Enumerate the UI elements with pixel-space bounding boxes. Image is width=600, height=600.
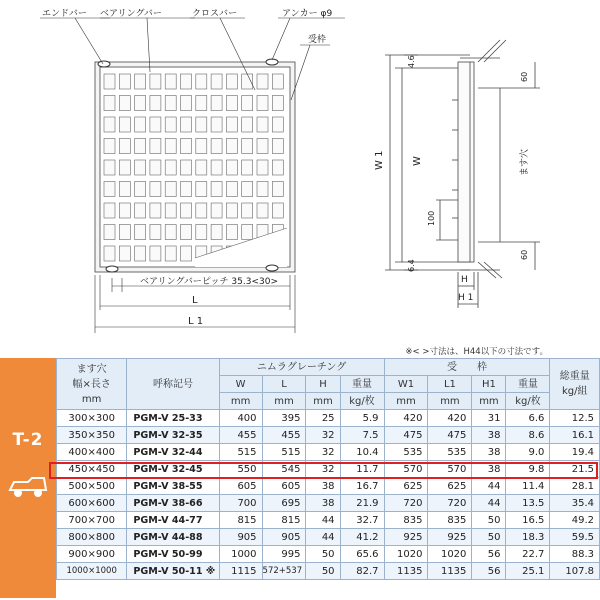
header-weight: 重量 bbox=[340, 376, 384, 393]
bearing-bar-slot bbox=[150, 203, 161, 218]
spec-table-section bbox=[0, 358, 600, 600]
table-cell: 925 bbox=[384, 529, 428, 546]
table-cell: 44 bbox=[306, 512, 340, 529]
bearing-bar-slot bbox=[165, 203, 176, 218]
table-cell: 625 bbox=[428, 478, 472, 495]
table-cell: 400×400 bbox=[57, 444, 127, 461]
table-cell: 535 bbox=[428, 444, 472, 461]
header-L: L bbox=[262, 376, 306, 393]
bearing-bar-slot bbox=[226, 182, 237, 197]
bearing-bar-slot bbox=[119, 203, 130, 218]
bearing-bar-slot bbox=[226, 203, 237, 218]
bearing-bar-slot bbox=[150, 225, 161, 240]
bearing-bar-slot bbox=[135, 139, 146, 154]
bearing-bar-slot bbox=[196, 117, 207, 132]
header-H1: H1 bbox=[472, 376, 506, 393]
table-cell: 35.4 bbox=[550, 495, 600, 512]
bearing-bar-slot bbox=[257, 182, 268, 197]
table-cell: 550 bbox=[219, 461, 262, 478]
bearing-bar-slot bbox=[150, 182, 161, 197]
bearing-bar-slot bbox=[135, 203, 146, 218]
bearing-bar-slot bbox=[165, 225, 176, 240]
bearing-bar-slot bbox=[165, 96, 176, 111]
bearing-bar-slot bbox=[104, 96, 115, 111]
bearing-bar-slot bbox=[104, 117, 115, 132]
bearing-bar-slot bbox=[104, 74, 115, 89]
table-cell: 44 bbox=[306, 529, 340, 546]
side-H: H bbox=[461, 275, 468, 285]
bearing-bar-slot bbox=[181, 160, 192, 175]
table-cell: 700×700 bbox=[57, 512, 127, 529]
table-cell: 16.7 bbox=[340, 478, 384, 495]
header-L1: L1 bbox=[428, 376, 472, 393]
bearing-bar-slot bbox=[196, 203, 207, 218]
header-H: H bbox=[306, 376, 340, 393]
table-cell: 1135 bbox=[428, 563, 472, 580]
table-cell: 25.1 bbox=[506, 563, 550, 580]
table-cell: 625 bbox=[384, 478, 428, 495]
table-cell: 44 bbox=[472, 478, 506, 495]
callout-frame: 受枠 bbox=[308, 35, 327, 45]
bearing-bar-slot bbox=[196, 225, 207, 240]
bearing-bar-slot bbox=[242, 160, 253, 175]
bearing-bar-slot bbox=[165, 182, 176, 197]
table-cell: PGM-V 38-66 bbox=[127, 495, 219, 512]
bearing-bar-slot bbox=[150, 117, 161, 132]
table-cell: 32 bbox=[306, 461, 340, 478]
footnote: ※< >寸法は、H44以下の寸法です。 bbox=[405, 347, 548, 357]
table-cell: 605 bbox=[219, 478, 262, 495]
bearing-bar-slot bbox=[104, 139, 115, 154]
table-cell: PGM-V 38-55 bbox=[127, 478, 219, 495]
bearing-bar-slot bbox=[272, 182, 283, 197]
bearing-bar-slot bbox=[181, 225, 192, 240]
table-cell: 28.1 bbox=[550, 478, 600, 495]
table-row bbox=[57, 512, 600, 529]
table-cell: 605 bbox=[262, 478, 306, 495]
bearing-bar-slot bbox=[211, 160, 222, 175]
table-row bbox=[57, 495, 600, 512]
unit-mm: mm bbox=[306, 393, 340, 410]
bearing-bar-slot bbox=[272, 74, 283, 89]
table-row bbox=[57, 529, 600, 546]
table-cell: 420 bbox=[384, 410, 428, 427]
table-cell: 1115 bbox=[219, 563, 262, 580]
bearing-bar-slot bbox=[226, 74, 237, 89]
header-frame: 受 枠 bbox=[384, 359, 550, 376]
table-cell: 700 bbox=[219, 495, 262, 512]
unit-kg: kg/枚 bbox=[340, 393, 384, 410]
table-row bbox=[57, 410, 600, 427]
bearing-bar-slot bbox=[135, 160, 146, 175]
table-row bbox=[57, 546, 600, 563]
table-cell: 32 bbox=[306, 444, 340, 461]
table-cell: 32.7 bbox=[340, 512, 384, 529]
bearing-bar-slot bbox=[104, 203, 115, 218]
bearing-bar-slot bbox=[181, 203, 192, 218]
table-cell: 535 bbox=[384, 444, 428, 461]
table-cell: 56 bbox=[472, 563, 506, 580]
table-cell: 38 bbox=[472, 427, 506, 444]
table-cell: 800×800 bbox=[57, 529, 127, 546]
table-cell: 12.5 bbox=[550, 410, 600, 427]
table-cell: 455 bbox=[219, 427, 262, 444]
table-cell: 82.7 bbox=[340, 563, 384, 580]
bearing-bar-slot bbox=[150, 74, 161, 89]
bearing-bar-slot bbox=[211, 117, 222, 132]
bearing-bar-slot bbox=[226, 160, 237, 175]
table-cell: 570 bbox=[428, 461, 472, 478]
table-cell: 38 bbox=[472, 461, 506, 478]
table-cell: 905 bbox=[219, 529, 262, 546]
table-row bbox=[57, 444, 600, 461]
table-cell: 49.2 bbox=[550, 512, 600, 529]
table-cell: 1135 bbox=[384, 563, 428, 580]
table-cell: 21.9 bbox=[340, 495, 384, 512]
bearing-bar-slot bbox=[242, 203, 253, 218]
bearing-bar-slot bbox=[119, 246, 130, 261]
table-cell: 925 bbox=[428, 529, 472, 546]
table-cell: 32 bbox=[306, 427, 340, 444]
unit-mm: mm bbox=[384, 393, 428, 410]
table-cell: 350×350 bbox=[57, 427, 127, 444]
bearing-bar-slot bbox=[242, 139, 253, 154]
callout-end-bar: エンドバー bbox=[42, 9, 87, 19]
table-row bbox=[57, 478, 600, 495]
side-100: 100 bbox=[427, 210, 436, 226]
table-cell: 9.0 bbox=[506, 444, 550, 461]
bearing-bar-slot bbox=[257, 139, 268, 154]
table-cell: 450×450 bbox=[57, 461, 127, 478]
category-tab bbox=[0, 358, 56, 598]
bearing-bar-slot bbox=[257, 203, 268, 218]
bearing-bar-slot bbox=[181, 117, 192, 132]
header-W: W bbox=[219, 376, 262, 393]
bearing-bar-slot bbox=[272, 203, 283, 218]
table-cell: 515 bbox=[219, 444, 262, 461]
table-cell: 1000 bbox=[219, 546, 262, 563]
bearing-bar-slot bbox=[104, 182, 115, 197]
table-cell: 25 bbox=[306, 410, 340, 427]
table-cell: PGM-V 50-11 ※ bbox=[127, 563, 219, 580]
table-cell: PGM-V 50-99 bbox=[127, 546, 219, 563]
table-cell: 300×300 bbox=[57, 410, 127, 427]
table-cell: 6.6 bbox=[506, 410, 550, 427]
unit-mm: mm bbox=[428, 393, 472, 410]
pitch-label: ベアリングバーピッチ 35.3<30> bbox=[140, 277, 278, 287]
table-cell: 995 bbox=[262, 546, 306, 563]
bearing-bar-slot bbox=[165, 160, 176, 175]
bearing-bar-slot bbox=[211, 139, 222, 154]
bearing-bar-slot bbox=[119, 160, 130, 175]
bearing-bar-slot bbox=[226, 117, 237, 132]
table-cell: 11.7 bbox=[340, 461, 384, 478]
bearing-bar-slot bbox=[257, 96, 268, 111]
header-weight2: 重量 bbox=[506, 376, 550, 393]
table-cell: 88.3 bbox=[550, 546, 600, 563]
table-cell: 815 bbox=[262, 512, 306, 529]
bearing-bar-slot bbox=[135, 225, 146, 240]
table-cell: 1000×1000 bbox=[57, 563, 127, 580]
dim-W: W bbox=[412, 156, 423, 166]
table-cell: 515 bbox=[262, 444, 306, 461]
bearing-bar-slot bbox=[135, 117, 146, 132]
table-cell: 695 bbox=[262, 495, 306, 512]
side-60-bottom: 60 bbox=[520, 249, 529, 260]
bearing-bar-slot bbox=[226, 96, 237, 111]
category-code: T-2 bbox=[12, 430, 44, 450]
bearing-bar-slot bbox=[242, 117, 253, 132]
truck-icon bbox=[8, 474, 48, 500]
table-cell: PGM-V 32-45 bbox=[127, 461, 219, 478]
table-cell: 13.5 bbox=[506, 495, 550, 512]
table-cell: 395 bbox=[262, 410, 306, 427]
bearing-bar-slot bbox=[104, 246, 115, 261]
bearing-bar-slot bbox=[196, 182, 207, 197]
callout-bearing-bar: ベアリングバー bbox=[100, 9, 162, 19]
table-cell: 7.5 bbox=[340, 427, 384, 444]
bearing-bar-slot bbox=[272, 117, 283, 132]
table-cell: 720 bbox=[384, 495, 428, 512]
table-cell: 50 bbox=[306, 546, 340, 563]
table-cell: 475 bbox=[384, 427, 428, 444]
bearing-bar-slot bbox=[211, 203, 222, 218]
bearing-bar-slot bbox=[119, 139, 130, 154]
side-hole: ます穴 bbox=[520, 148, 530, 176]
bearing-bar-slot bbox=[257, 74, 268, 89]
bearing-bar-slot bbox=[196, 139, 207, 154]
table-cell: 1020 bbox=[428, 546, 472, 563]
side-H1: H 1 bbox=[458, 293, 474, 303]
bearing-bar-slot bbox=[181, 246, 192, 261]
table-cell: 420 bbox=[428, 410, 472, 427]
bearing-bar-slot bbox=[119, 182, 130, 197]
bearing-bar-slot bbox=[211, 74, 222, 89]
bearing-bar-slot bbox=[119, 96, 130, 111]
bearing-bar-slot bbox=[165, 139, 176, 154]
header-W1: W1 bbox=[384, 376, 428, 393]
unit-mm: mm bbox=[262, 393, 306, 410]
table-cell: 8.6 bbox=[506, 427, 550, 444]
bearing-bar-slot bbox=[181, 74, 192, 89]
table-cell: PGM-V 32-44 bbox=[127, 444, 219, 461]
table-cell: 107.8 bbox=[550, 563, 600, 580]
spec-table bbox=[56, 358, 600, 580]
table-cell: 400 bbox=[219, 410, 262, 427]
bearing-bar-slot bbox=[119, 225, 130, 240]
bearing-bar-slot bbox=[135, 74, 146, 89]
header-grating: ニムラグレーチング bbox=[219, 359, 384, 376]
side-64: 6.4 bbox=[407, 259, 416, 272]
table-cell: 50 bbox=[306, 563, 340, 580]
table-cell: 1020 bbox=[384, 546, 428, 563]
header-total: 総重量 kg/組 bbox=[550, 359, 600, 410]
bearing-bar-slot bbox=[196, 74, 207, 89]
bearing-bar-slot bbox=[181, 96, 192, 111]
dim-W1: W 1 bbox=[374, 150, 385, 170]
side-46: 4.6 bbox=[407, 55, 416, 68]
table-cell: 900×900 bbox=[57, 546, 127, 563]
bearing-bar-slot bbox=[272, 96, 283, 111]
header-model: 呼称記号 bbox=[127, 359, 219, 410]
bearing-bar-slot bbox=[196, 160, 207, 175]
table-cell: 455 bbox=[262, 427, 306, 444]
table-cell: 10.4 bbox=[340, 444, 384, 461]
table-cell: PGM-V 25-33 bbox=[127, 410, 219, 427]
table-cell: 500×500 bbox=[57, 478, 127, 495]
bearing-bar-slot bbox=[242, 182, 253, 197]
header-masu: ます穴 幅×長さ mm bbox=[57, 359, 127, 410]
callout-anchor: アンカー φ9 bbox=[282, 9, 333, 19]
table-cell: PGM-V 44-88 bbox=[127, 529, 219, 546]
bearing-bar-slot bbox=[165, 246, 176, 261]
table-cell: PGM-V 44-77 bbox=[127, 512, 219, 529]
table-cell: 545 bbox=[262, 461, 306, 478]
table-cell: 16.5 bbox=[506, 512, 550, 529]
bearing-bar-slot bbox=[119, 117, 130, 132]
unit-kg: kg/枚 bbox=[506, 393, 550, 410]
table-cell: 44 bbox=[472, 495, 506, 512]
table-cell: 572+537 bbox=[262, 563, 306, 580]
table-cell: 475 bbox=[428, 427, 472, 444]
table-cell: 570 bbox=[384, 461, 428, 478]
bearing-bar-slot bbox=[165, 117, 176, 132]
bearing-bar-slot bbox=[211, 225, 222, 240]
bearing-bar-slot bbox=[211, 96, 222, 111]
bearing-bar-slot bbox=[104, 225, 115, 240]
bearing-bar-slot bbox=[119, 74, 130, 89]
table-row bbox=[57, 427, 600, 444]
table-cell: 59.5 bbox=[550, 529, 600, 546]
table-cell: PGM-V 32-35 bbox=[127, 427, 219, 444]
bearing-bar-slot bbox=[135, 96, 146, 111]
table-cell: 905 bbox=[262, 529, 306, 546]
bearing-bar-slot bbox=[242, 96, 253, 111]
bearing-bar-slot bbox=[150, 160, 161, 175]
bearing-bar-slot bbox=[272, 160, 283, 175]
bearing-bar-slot bbox=[272, 139, 283, 154]
side-60-top: 60 bbox=[520, 71, 529, 82]
bearing-bar-slot bbox=[165, 74, 176, 89]
table-cell: 18.3 bbox=[506, 529, 550, 546]
table-cell: 56 bbox=[472, 546, 506, 563]
bearing-bar-slot bbox=[257, 160, 268, 175]
table-cell: 835 bbox=[428, 512, 472, 529]
table-cell: 38 bbox=[472, 444, 506, 461]
bearing-bar-slot bbox=[226, 225, 237, 240]
table-cell: 22.7 bbox=[506, 546, 550, 563]
table-cell: 38 bbox=[306, 495, 340, 512]
bearing-bar-slot bbox=[181, 139, 192, 154]
table-cell: 815 bbox=[219, 512, 262, 529]
table-row bbox=[57, 461, 600, 478]
table-cell: 16.1 bbox=[550, 427, 600, 444]
bearing-bar-slot bbox=[104, 160, 115, 175]
callout-cross-bar: クロスバー bbox=[192, 9, 238, 19]
bearing-bar-slot bbox=[150, 139, 161, 154]
table-cell: 50 bbox=[472, 529, 506, 546]
bearing-bar-slot bbox=[135, 182, 146, 197]
bearing-bar-slot bbox=[211, 182, 222, 197]
unit-mm: mm bbox=[219, 393, 262, 410]
unit-mm: mm bbox=[472, 393, 506, 410]
table-row bbox=[57, 563, 600, 580]
table-cell: 31 bbox=[472, 410, 506, 427]
table-cell: 720 bbox=[428, 495, 472, 512]
table-cell: 41.2 bbox=[340, 529, 384, 546]
table-cell: 5.9 bbox=[340, 410, 384, 427]
bearing-bar-slot bbox=[181, 182, 192, 197]
table-cell: 600×600 bbox=[57, 495, 127, 512]
bearing-bar-slot bbox=[150, 246, 161, 261]
bearing-bar-slot bbox=[196, 96, 207, 111]
bearing-bar-slot bbox=[242, 225, 253, 240]
bearing-bar-slot bbox=[135, 246, 146, 261]
table-cell: 50 bbox=[472, 512, 506, 529]
bearing-bar-slot bbox=[226, 139, 237, 154]
table-cell: 21.5 bbox=[550, 461, 600, 478]
table-cell: 11.4 bbox=[506, 478, 550, 495]
dim-L1: L 1 bbox=[188, 316, 204, 327]
table-cell: 835 bbox=[384, 512, 428, 529]
table-cell: 19.4 bbox=[550, 444, 600, 461]
table-cell: 9.8 bbox=[506, 461, 550, 478]
bearing-bar-slot bbox=[150, 96, 161, 111]
table-cell: 38 bbox=[306, 478, 340, 495]
table-cell: 65.6 bbox=[340, 546, 384, 563]
dim-L: L bbox=[192, 295, 198, 306]
bearing-bar-slot bbox=[257, 117, 268, 132]
